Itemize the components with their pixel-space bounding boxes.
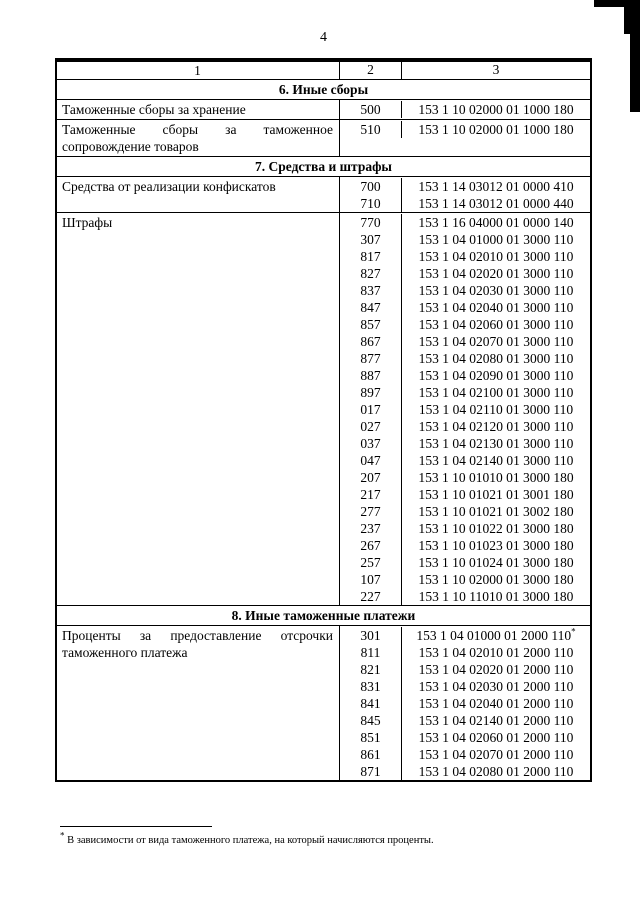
- code-cell: 277: [340, 503, 402, 520]
- kbk-cell: 153 1 04 01000 01 2000 110*: [416, 626, 576, 643]
- code-cell: 267: [340, 537, 402, 554]
- entry-line: [340, 763, 590, 780]
- code-cell: 827: [340, 265, 402, 282]
- kbk-cell: 153 1 10 01024 01 3000 180: [418, 555, 574, 570]
- kbk-cell: 153 1 14 03012 01 0000 440: [418, 196, 574, 211]
- entry-line: [340, 178, 590, 195]
- row-entries: [340, 626, 590, 780]
- section-header: 6. Иные сборы: [57, 80, 590, 100]
- kbk-cell: 153 1 10 02000 01 3000 180: [418, 572, 574, 587]
- entry-line: [340, 486, 590, 503]
- table-row: [57, 626, 590, 780]
- row-label-cell: Таможенные сборы за таможенное сопровождение товаров: [57, 120, 340, 156]
- code-cell: 897: [340, 384, 402, 401]
- entry-line: [340, 678, 590, 695]
- row-entries: [340, 100, 590, 119]
- code-cell: 831: [340, 678, 402, 695]
- kbk-cell: 153 1 04 02070 01 3000 110: [418, 334, 574, 349]
- code-cell: 027: [340, 418, 402, 435]
- code-cell: 811: [340, 644, 402, 661]
- entry-line: [340, 299, 590, 316]
- column-header: 1: [57, 62, 340, 79]
- entry-line: [340, 695, 590, 712]
- kbk-cell: 153 1 10 02000 01 1000 180: [418, 102, 574, 117]
- kbk-cell: 153 1 14 03012 01 0000 410: [418, 179, 574, 194]
- kbk-cell: 153 1 10 01021 01 3001 180: [418, 487, 574, 502]
- code-cell: 017: [340, 401, 402, 418]
- kbk-cell: 153 1 04 02020 01 3000 110: [418, 266, 574, 281]
- section-header: 7. Средства и штрафы: [57, 157, 590, 177]
- row-entries: [340, 177, 590, 212]
- entry-line: [340, 537, 590, 554]
- code-cell: 887: [340, 367, 402, 384]
- row-label-cell: Штрафы: [57, 213, 340, 605]
- row-entries: [340, 213, 590, 605]
- table-row: [57, 120, 590, 157]
- page-number: 4: [320, 30, 327, 45]
- kbk-cell: 153 1 04 02020 01 2000 110: [418, 662, 574, 677]
- entry-line: [340, 282, 590, 299]
- code-cell: 037: [340, 435, 402, 452]
- code-cell: 301: [340, 627, 402, 644]
- kbk-cell: 153 1 04 02060 01 2000 110: [418, 730, 574, 745]
- entry-line: [340, 712, 590, 729]
- footnote-separator: [60, 826, 212, 827]
- entry-line: [340, 316, 590, 333]
- entry-line: [340, 101, 590, 118]
- kbk-cell: 153 1 04 02040 01 2000 110: [418, 696, 574, 711]
- kbk-cell: 153 1 10 01023 01 3000 180: [418, 538, 574, 553]
- code-cell: 817: [340, 248, 402, 265]
- entry-line: [340, 435, 590, 452]
- row-entries: [340, 120, 590, 156]
- table-row: [57, 177, 590, 213]
- kbk-cell: 153 1 10 01021 01 3002 180: [418, 504, 574, 519]
- entry-line: [340, 265, 590, 282]
- kbk-cell: 153 1 04 02030 01 3000 110: [418, 283, 574, 298]
- table-row: [57, 100, 590, 120]
- entry-line: [340, 469, 590, 486]
- kbk-cell: 153 1 04 01000 01 3000 110: [418, 232, 574, 247]
- code-cell: 510: [340, 121, 402, 138]
- entry-line: [340, 588, 590, 605]
- footnote-reference-marker: *: [571, 626, 576, 637]
- kbk-cell: 153 1 16 04000 01 0000 140: [418, 215, 574, 230]
- entry-line: [340, 195, 590, 212]
- code-cell: 867: [340, 333, 402, 350]
- entry-line: [340, 503, 590, 520]
- kbk-cell: 153 1 04 02010 01 2000 110: [418, 645, 574, 660]
- code-cell: 107: [340, 571, 402, 588]
- kbk-cell: 153 1 10 01010 01 3000 180: [418, 470, 574, 485]
- entry-line: [340, 554, 590, 571]
- column-header: 2: [340, 62, 402, 79]
- kbk-cell: 153 1 10 02000 01 1000 180: [418, 122, 574, 137]
- footnote: [60, 826, 600, 847]
- row-label-cell: Средства от реализации конфискатов: [57, 177, 340, 212]
- kbk-cell: 153 1 04 02100 01 3000 110: [418, 385, 574, 400]
- code-cell: 710: [340, 195, 402, 212]
- kbk-cell: 153 1 04 02070 01 2000 110: [418, 747, 574, 762]
- row-label-cell: Таможенные сборы за хранение: [57, 100, 340, 119]
- kbk-cell: 153 1 04 02010 01 3000 110: [418, 249, 574, 264]
- code-cell: 845: [340, 712, 402, 729]
- entry-line: [340, 729, 590, 746]
- kbk-cell: 153 1 04 02130 01 3000 110: [418, 436, 574, 451]
- code-cell: 307: [340, 231, 402, 248]
- code-cell: 821: [340, 661, 402, 678]
- section-header: 8. Иные таможенные платежи: [57, 606, 590, 626]
- code-cell: 227: [340, 588, 402, 605]
- entry-line: [340, 333, 590, 350]
- code-cell: 861: [340, 746, 402, 763]
- entry-line: [340, 401, 590, 418]
- kbk-cell: 153 1 04 02090 01 3000 110: [418, 368, 574, 383]
- entry-line: [340, 520, 590, 537]
- code-cell: 877: [340, 350, 402, 367]
- entry-line: [340, 644, 590, 661]
- code-cell: 257: [340, 554, 402, 571]
- entry-line: [340, 661, 590, 678]
- code-cell: 841: [340, 695, 402, 712]
- row-label-cell: Проценты за предоставление отсрочки таможенного платежа: [57, 626, 340, 780]
- code-cell: 857: [340, 316, 402, 333]
- code-cell: 500: [340, 101, 402, 118]
- kbk-cell: 153 1 10 01022 01 3000 180: [418, 521, 574, 536]
- entry-line: [340, 367, 590, 384]
- code-cell: 770: [340, 214, 402, 231]
- code-cell: 217: [340, 486, 402, 503]
- entry-line: [340, 452, 590, 469]
- code-cell: 847: [340, 299, 402, 316]
- kbk-cell: 153 1 04 02140 01 3000 110: [418, 453, 574, 468]
- entry-line: [340, 384, 590, 401]
- kbk-cell: 153 1 04 02080 01 2000 110: [418, 764, 574, 779]
- entry-line: [340, 121, 590, 138]
- kbk-cell: 153 1 04 02040 01 3000 110: [418, 300, 574, 315]
- entry-line: [340, 248, 590, 265]
- code-cell: 837: [340, 282, 402, 299]
- entry-line: [340, 571, 590, 588]
- code-cell: 851: [340, 729, 402, 746]
- entry-line: [340, 350, 590, 367]
- code-cell: 237: [340, 520, 402, 537]
- table-header-row: [57, 62, 590, 80]
- code-cell: 207: [340, 469, 402, 486]
- entry-line: [340, 627, 590, 644]
- table-body: [57, 80, 590, 780]
- entry-line: [340, 746, 590, 763]
- kbk-cell: 153 1 04 02140 01 2000 110: [418, 713, 574, 728]
- footnote-body: В зависимости от вида таможенного платежа, на который начисляются проценты.: [67, 835, 434, 846]
- payments-table: [55, 58, 592, 782]
- footnote-text: [60, 830, 600, 847]
- kbk-cell: 153 1 10 11010 01 3000 180: [418, 589, 574, 604]
- code-cell: 700: [340, 178, 402, 195]
- kbk-cell: 153 1 04 02120 01 3000 110: [418, 419, 574, 434]
- kbk-cell: 153 1 04 02110 01 3000 110: [418, 402, 574, 417]
- code-cell: 047: [340, 452, 402, 469]
- entry-line: [340, 214, 590, 231]
- table-row: [57, 213, 590, 606]
- entry-line: [340, 418, 590, 435]
- kbk-cell: 153 1 04 02030 01 2000 110: [418, 679, 574, 694]
- entry-line: [340, 231, 590, 248]
- scan-artifact-corner: [624, 0, 640, 34]
- code-cell: 871: [340, 763, 402, 780]
- kbk-cell: 153 1 04 02080 01 3000 110: [418, 351, 574, 366]
- column-header: 3: [492, 62, 500, 77]
- footnote-marker: *: [60, 830, 65, 841]
- kbk-cell: 153 1 04 02060 01 3000 110: [418, 317, 574, 332]
